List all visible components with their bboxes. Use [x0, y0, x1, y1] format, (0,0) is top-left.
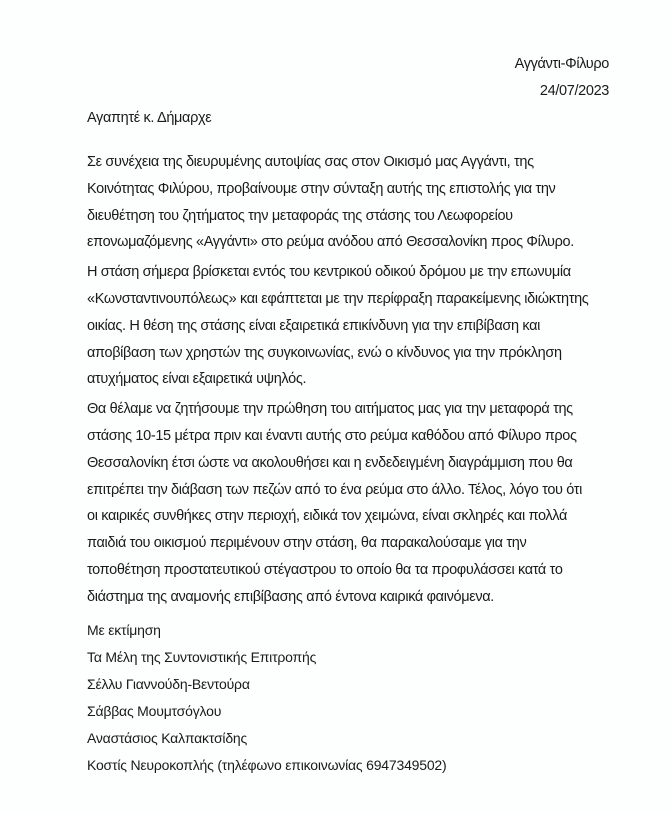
text-line: επονωμαζόμενης «Αγγάντι» στο ρεύμα ανόδου από Θεσσαλονίκη προς Φίλυρο.: [87, 234, 574, 251]
text-line: «Κωνσταντινουπόλεως» και εφάπτεται με την περίφραξη παρακείμενης ιδιώκτητης: [87, 290, 589, 307]
text-line: ατυχήματος είναι εξαιρετικά υψηλός.: [87, 371, 307, 388]
signatory: Αναστάσιος Καλπακτσίδης: [87, 730, 248, 747]
text-line: Θεσσαλονίκη έτσι ώστε να ακολουθήσει και η ενδεδειγμένη διαγράμμιση που θα: [87, 454, 573, 471]
text-line: Θα θέλαμε να ζητήσουμε την πρώθηση του αιτήματος μας για την μεταφορά της: [87, 401, 573, 418]
text-line: Κοινότητας Φιλύρου, προβαίνουμε στην σύνταξη αυτής της επιστολής για την: [87, 180, 556, 197]
text-line: στάσης 10-15 μέτρα πριν και έναντι αυτής στο ρεύμα καθόδου από Φίλυρο προς: [87, 427, 577, 444]
text-line: Σε συνέχεια της διευρυμένης αυτοψίας σας στον Οικισμό μας Αγγάντι, της: [87, 154, 534, 170]
text-line: οι καιρικές συνθήκες στην περιοχή, ειδικά τον χειμώνα, είναι σκληρές και πολλά: [87, 508, 568, 525]
letter-place: Αγγάντι-Φίλυρο: [514, 56, 609, 72]
text-line: διάστημα της αναμονής επιβίβασης από έντονα καιρικά φαινόμενα.: [87, 588, 494, 605]
text-line: διευθέτηση του ζητήματος την μεταφοράς της στάσης του Λεωφορείου: [87, 207, 513, 224]
signatory: Σάββας Μουμτσόγλου: [87, 703, 222, 720]
closing-salutation: Με εκτίμηση: [87, 621, 161, 638]
paragraph-3: [87, 400, 647, 614]
paragraph-1: [87, 153, 647, 260]
signatory: Κοστίς Νευροκοπλής (τηλέφωνο επικοινωνίας 6947349502): [87, 757, 447, 774]
text-line: παιδιά του οικισμού περιμένουν στην στάση, θα παρακαλούσαμε για την: [87, 535, 527, 552]
text-line: οικίας. Η θέση της στάσης είναι εξαιρετικά επικίνδυνη για την επιβίβαση και: [87, 317, 540, 334]
text-line: τοποθέτηση προστατευτικού στέγαστρου το οποίο θα τα προφυλάσσει κατά το: [87, 561, 563, 578]
signature-block: [87, 621, 647, 784]
text-line: αποβίβαση των χρηστών της συγκοινωνίας, ενώ ο κίνδυνος για την πρόκληση: [87, 344, 562, 361]
letter-body: [87, 153, 647, 784]
letter-date: 24/07/2023: [539, 83, 609, 99]
signatory: Σέλλυ Γιαννούδη-Βεντούρα: [87, 675, 250, 692]
signatory: Τα Μέλη της Συντονιστικής Επιτροπής: [87, 648, 317, 665]
text-line: Η στάση σήμερα βρίσκεται εντός του κεντρικού οδικού δρόμου με την επωνυμία: [87, 264, 571, 281]
greeting: Αγαπητέ κ. Δήμαρχε: [87, 110, 212, 126]
paragraph-2: [87, 263, 647, 397]
text-line: επιτρέπει την διάβαση των πεζών από το ένα ρεύμα στο άλλο. Τέλος, λόγο του ότι: [87, 481, 583, 498]
